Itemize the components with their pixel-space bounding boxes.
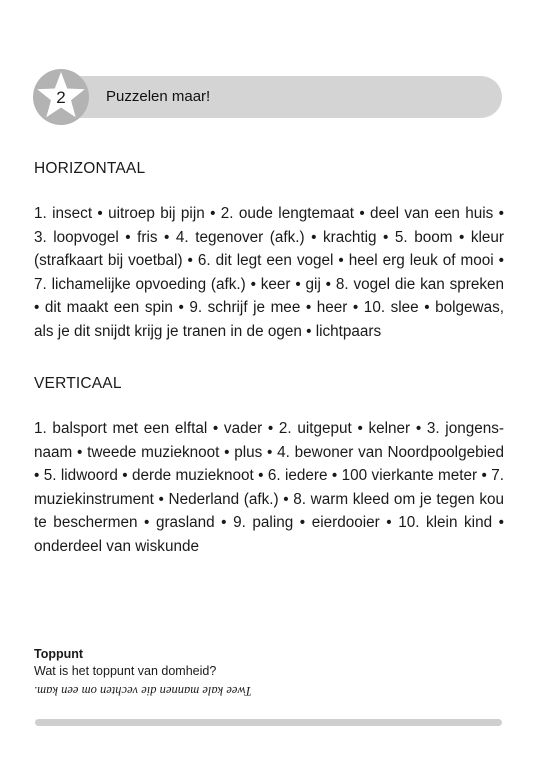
toppunt-box (34, 646, 216, 680)
star-icon (32, 68, 90, 126)
toppunt-title: Toppunt (34, 647, 84, 661)
horizontaal-clues: 1. insect • uitroep bij pijn • 2. oude lengtemaat • deel van een huis • 3. loopvogel • fris • 4. tegenover (afk.) • krachtig • 5. boom • kleur (strafkaart bij voetbal) • 6. dit legt een vogel • heel erg leuk of mooi • 7. lichamelijke opvoeding (afk.) • keer • gij • 8. vogel die kan spreken • dit maakt een spin • 9. schrijf je mee • heer • 10. slee • bolgewas, als je dit snijdt krijg je tranen in de ogen • lichtpaars (34, 205, 504, 340)
footer-bar (35, 719, 502, 726)
star-badge (32, 68, 90, 126)
puzzle-number: 2 (56, 88, 66, 107)
toppunt-answer-upside-down: Twee kale mannen die vechten om een kam. (34, 684, 252, 698)
horizontaal-heading: HORIZONTAAL (34, 160, 146, 177)
toppunt-question: Wat is het toppunt van domheid? (34, 664, 217, 678)
verticaal-heading: VERTICAAL (34, 375, 122, 392)
verticaal-clues: 1. balsport met een elftal • vader • 2. uitgeput • kelner • 3. jongensnaam • tweede muzieknoot • plus • 4. bewoner van Noordpoolgebied • 5. lidwoord • derde muzieknoot • 6. iedere • 100 vierkante meter • 7. muziekinstrument • Nederland (afk.) • 8. warm kleed om je tegen kou te beschermen • grasland • 9. paling • eierdooier • 10. klein kind • onderdeel van wiskunde (34, 420, 504, 555)
page-title: Puzzelen maar! (106, 88, 211, 105)
